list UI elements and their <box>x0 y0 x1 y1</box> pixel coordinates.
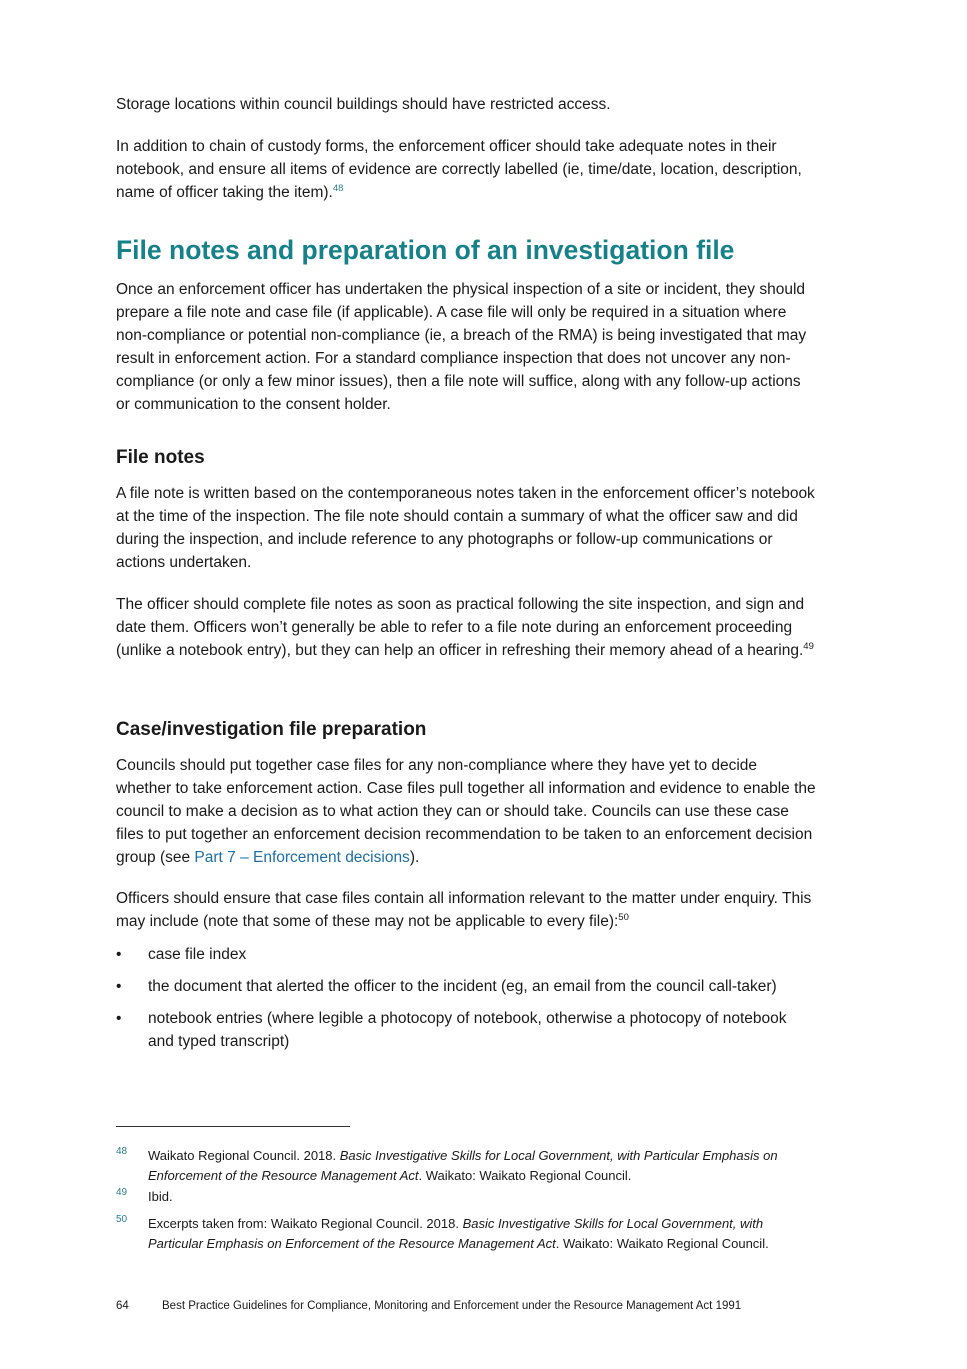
footnote-48 <box>116 1146 796 1186</box>
footnote-number: 48 <box>116 1146 128 1157</box>
footnote-ref-50[interactable]: 50 <box>618 911 629 923</box>
file-notes-paragraph-2 <box>116 593 816 662</box>
bullet-item: • notebook entries (where legible a photocopy of notebook, otherwise a photocopy of notebook and typed transcript) <box>116 1007 816 1053</box>
footnote-text: Ibid. <box>148 1189 173 1204</box>
footnote-49 <box>116 1187 796 1207</box>
case-file-paragraph-1-text: Councils should put together case files for any non-compliance where they have yet to decide whether to take enforcement action. Case files pull together all information and evidence to enable the council to make a decision as to what action they can or should take. Councils can use these case files to put together an enforcement decision recommendation to be taken to an enforcement decision group (see <box>116 757 816 866</box>
page-footer <box>116 1298 741 1314</box>
section-paragraph-1: Once an enforcement officer has undertaken the physical inspection of a site or incident, they should prepare a file note and case file (if applicable). A case file will only be required in a situation where non-compliance or potential non-compliance (ie, a breach of the RMA) is being investigated that may result in enforcement action. For a standard compliance inspection that does not uncover any non-compliance (or only a few minor issues), then a file note will suffice, along with any follow-up actions or communication to the consent holder. <box>116 281 807 413</box>
footnote-text: Waikato Regional Council. 2018. <box>148 1148 340 1163</box>
footnote-title: Basic Investigative Skills for Local Government, with Particular Emphasis on Enforcement of the Resource Management Act <box>148 1216 764 1251</box>
case-file-paragraph-1-end: ). <box>409 849 420 866</box>
footnote-number: 49 <box>116 1187 128 1198</box>
page-number: 64 <box>116 1300 129 1312</box>
part-7-link[interactable]: Part 7 – Enforcement decisions <box>194 849 410 866</box>
case-file-heading: Case/investigation file preparation <box>116 719 427 740</box>
footnote-divider <box>116 1126 350 1127</box>
case-file-paragraph-1 <box>116 754 816 869</box>
footnote-ref-49[interactable]: 49 <box>803 640 814 652</box>
file-notes-paragraph-1: A file note is written based on the contemporaneous notes taken in the enforcement officer’s notebook at the time of the inspection. The file note should contain a summary of what the officer saw and did during the inspection, and include reference to any photographs or follow-up communications or actions undertaken. <box>116 485 815 571</box>
bullet-item: • the document that alerted the officer to the incident (eg, an email from the council call-taker) <box>116 975 816 998</box>
footnote-text-end: . Waikato: Waikato Regional Council. <box>418 1168 632 1183</box>
footnote-50 <box>116 1214 796 1254</box>
file-notes-paragraph-2-text: The officer should complete file notes as soon as practical following the site inspection, and sign and date them. Officers won’t generally be able to refer to a file note during an enforcement proceeding (unlike a notebook entry), but they can help an officer in refreshing their memory ahead of a hearing. <box>116 596 805 659</box>
file-notes-heading: File notes <box>116 447 205 468</box>
footer-title: Best Practice Guidelines for Compliance, Monitoring and Enforcement under the Resource Management Act 1991 <box>162 1300 742 1312</box>
intro-paragraph-1: Storage locations within council buildings should have restricted access. <box>116 96 611 113</box>
section-heading: File notes and preparation of an investigation file <box>116 235 735 265</box>
footnote-ref-48[interactable]: 48 <box>332 182 344 194</box>
intro-paragraph-2-text: In addition to chain of custody forms, the enforcement officer should take adequate notes in their notebook, and ensure all items of evidence are correctly labelled (ie, time/date, location, description, name of officer taking the item). <box>116 138 802 201</box>
case-file-paragraph-2 <box>116 887 816 933</box>
footnote-number: 50 <box>116 1214 128 1225</box>
bullet-item: • case file index <box>116 943 816 966</box>
intro-paragraph-2 <box>116 135 816 204</box>
footnote-text: Excerpts taken from: Waikato Regional Council. 2018. <box>148 1216 463 1231</box>
case-file-paragraph-2-text: Officers should ensure that case files contain all information relevant to the matter under enquiry. This may include (note that some of these may not be applicable to every file): <box>116 890 812 930</box>
footnote-title: Basic Investigative Skills for Local Government, with Particular Emphasis on Enforcement of the Resource Management Act <box>148 1148 778 1183</box>
footnote-text-end: . Waikato: Waikato Regional Council. <box>555 1236 769 1251</box>
case-file-bullet-list <box>116 943 816 1053</box>
